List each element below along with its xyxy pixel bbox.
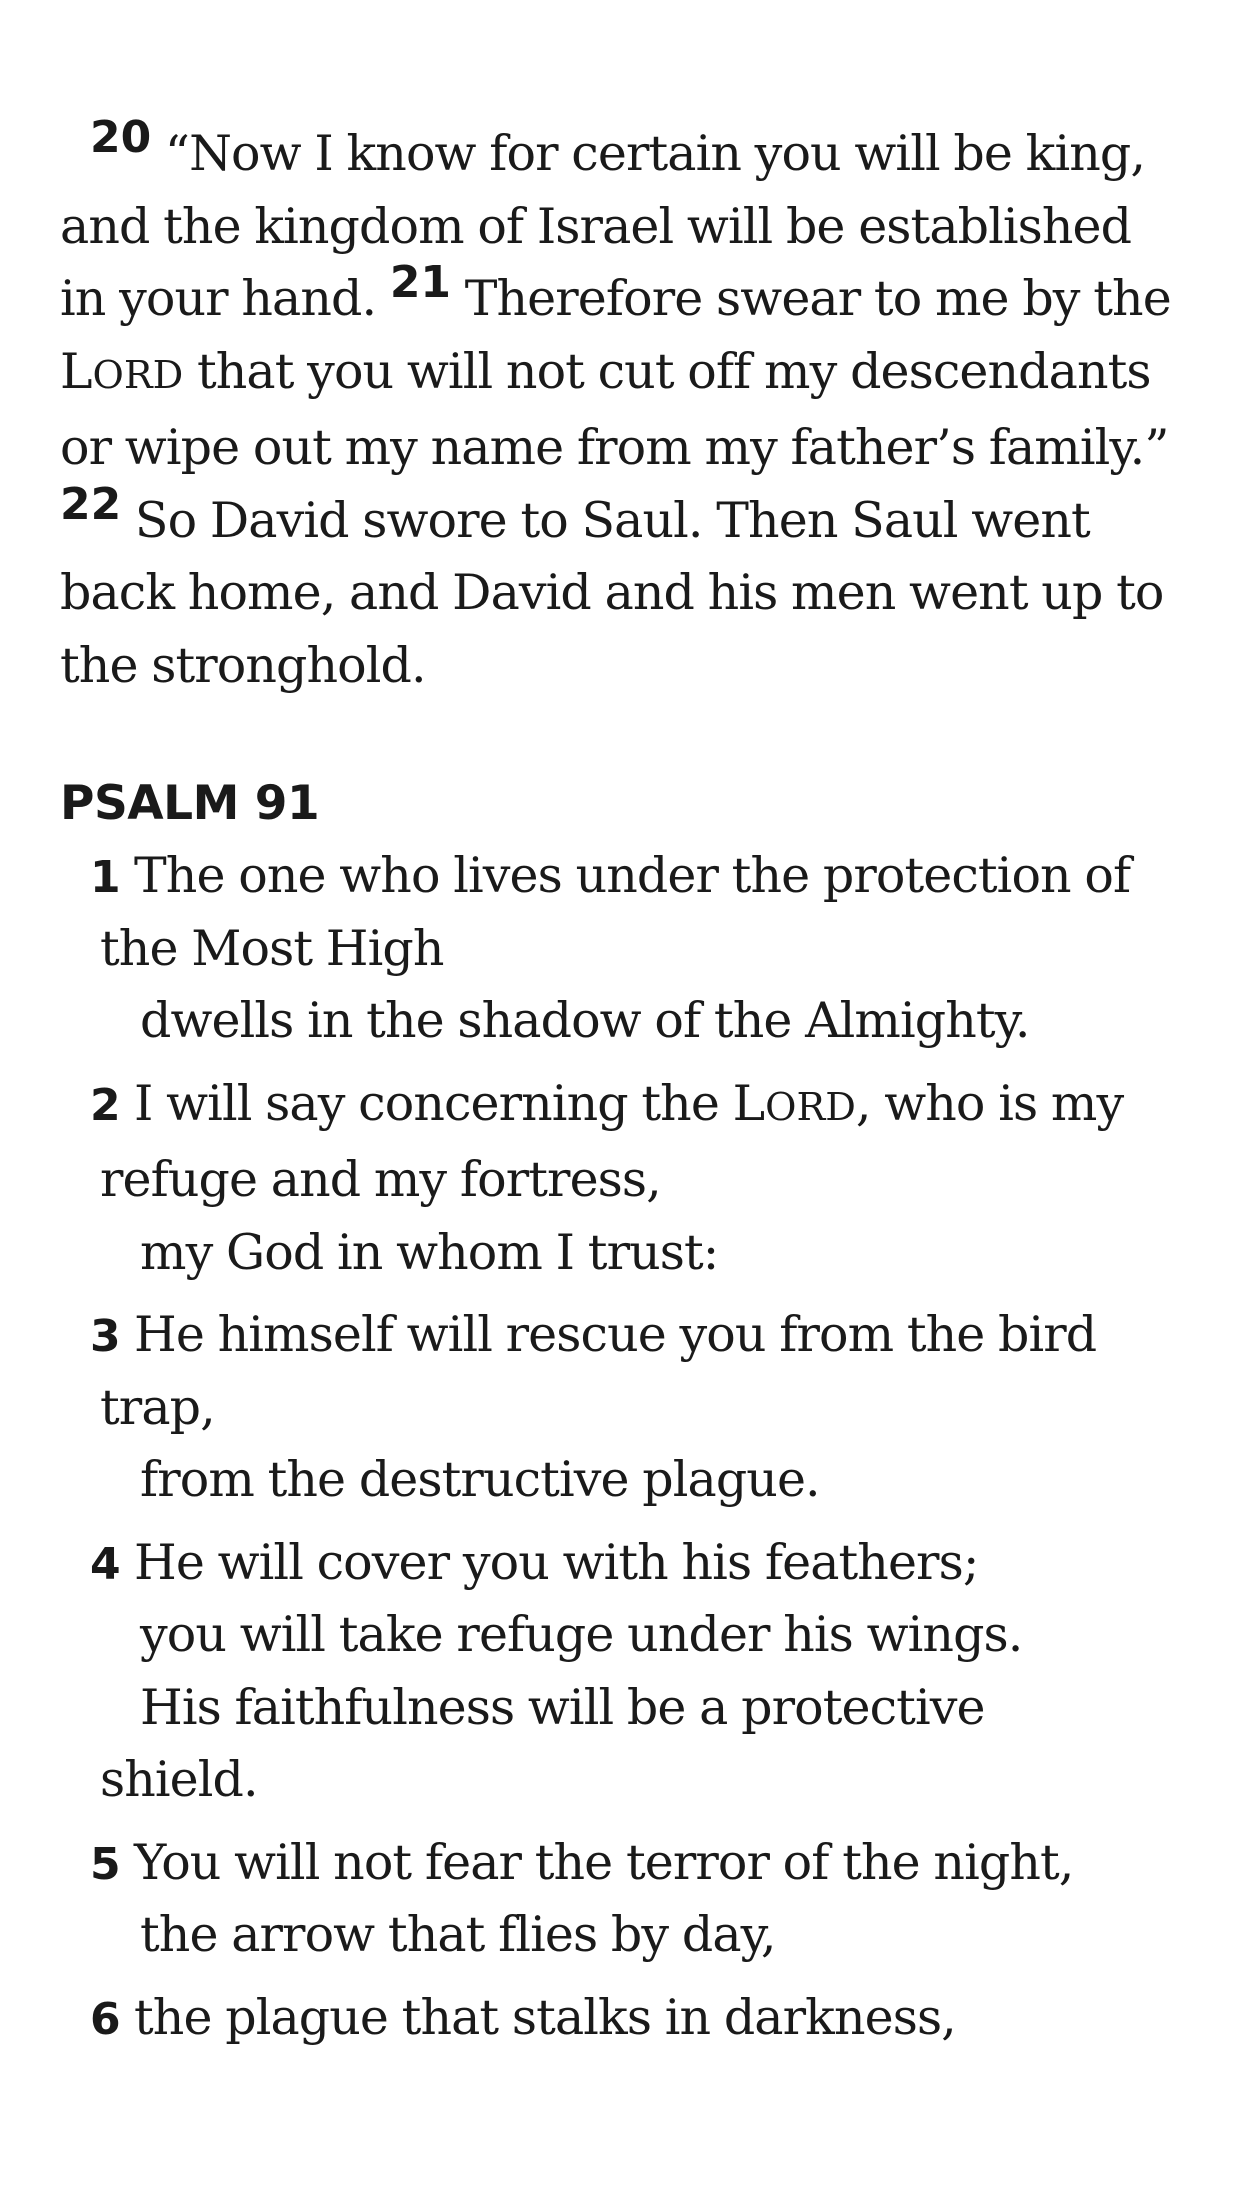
poem-line: I will say concerning the LORD, who is my <box>134 1074 1124 1132</box>
poem-line-indented: my God in whom I trust: <box>140 1223 719 1281</box>
psalm-body <box>60 840 1190 2054</box>
poem-line-indented: dwells in the shadow of the Almighty. <box>140 992 1030 1049</box>
psalm-verse-6 <box>60 1982 1190 2055</box>
divine-name-lord: LORD <box>732 1074 856 1132</box>
verse-number-21[interactable]: 21 <box>389 257 452 308</box>
poem-line-indented: His faithfulness will be a protective <box>140 1678 985 1736</box>
psalm-verse-1 <box>60 840 1190 1058</box>
reading-page <box>60 112 1190 2054</box>
verse-number-4[interactable]: 4 <box>90 1538 121 1590</box>
psalm-verse-5 <box>60 1827 1190 1972</box>
poem-line: He himself will rescue you from the bird <box>134 1306 1097 1363</box>
poem-line: the plague that stalks in darkness, <box>134 1988 956 2046</box>
verse-22-text: So David swore to Saul. Then Saul went back home, and David and his men went up to the stronghold. <box>60 491 1164 694</box>
poem-line-wrap: trap, <box>100 1378 215 1436</box>
poem-line-indented: the arrow that flies by day, <box>140 1906 776 1963</box>
verse-number-22[interactable]: 22 <box>60 478 122 530</box>
psalm-heading: PSALM 91 <box>60 776 320 831</box>
verse-number-3[interactable]: 3 <box>90 1311 121 1362</box>
poem-line-wrap: the Most High <box>100 919 444 977</box>
verse-20-text: “Now I know for certain you will be king, and the kingdom of Israel will be established in your hand. <box>60 125 1146 327</box>
poem-line-wrap: shield. <box>100 1751 258 1808</box>
verse-number-5[interactable]: 5 <box>90 1838 121 1890</box>
psalm-verse-3 <box>60 1299 1190 1517</box>
verse-number-1[interactable]: 1 <box>90 852 121 903</box>
poem-line-wrap: refuge and my fortress, <box>100 1151 661 1208</box>
verse-21-text-a: Therefore swear to me by the <box>464 270 1171 327</box>
verse-number-2[interactable]: 2 <box>90 1079 121 1131</box>
verse-number-20[interactable]: 20 <box>90 112 152 163</box>
psalm-verse-2 <box>60 1068 1190 1290</box>
prose-paragraph <box>60 112 1190 702</box>
poem-line: The one who lives under the protection of <box>134 847 1131 904</box>
poem-line-indented: you will take refuge under his wings. <box>140 1606 1023 1663</box>
poem-line-indented: from the destructive plague. <box>140 1451 820 1508</box>
divine-name-lord: LORD <box>60 342 184 400</box>
psalm-verse-4 <box>60 1527 1190 1817</box>
verse-21-text-b: that you will not cut off my descendants or wipe out my name from my father’s family.” <box>60 342 1169 476</box>
poem-line: He will cover you with his feathers; <box>134 1533 979 1591</box>
poem-line: You will not fear the terror of the night, <box>134 1833 1074 1891</box>
verse-number-6[interactable]: 6 <box>90 1993 121 2045</box>
